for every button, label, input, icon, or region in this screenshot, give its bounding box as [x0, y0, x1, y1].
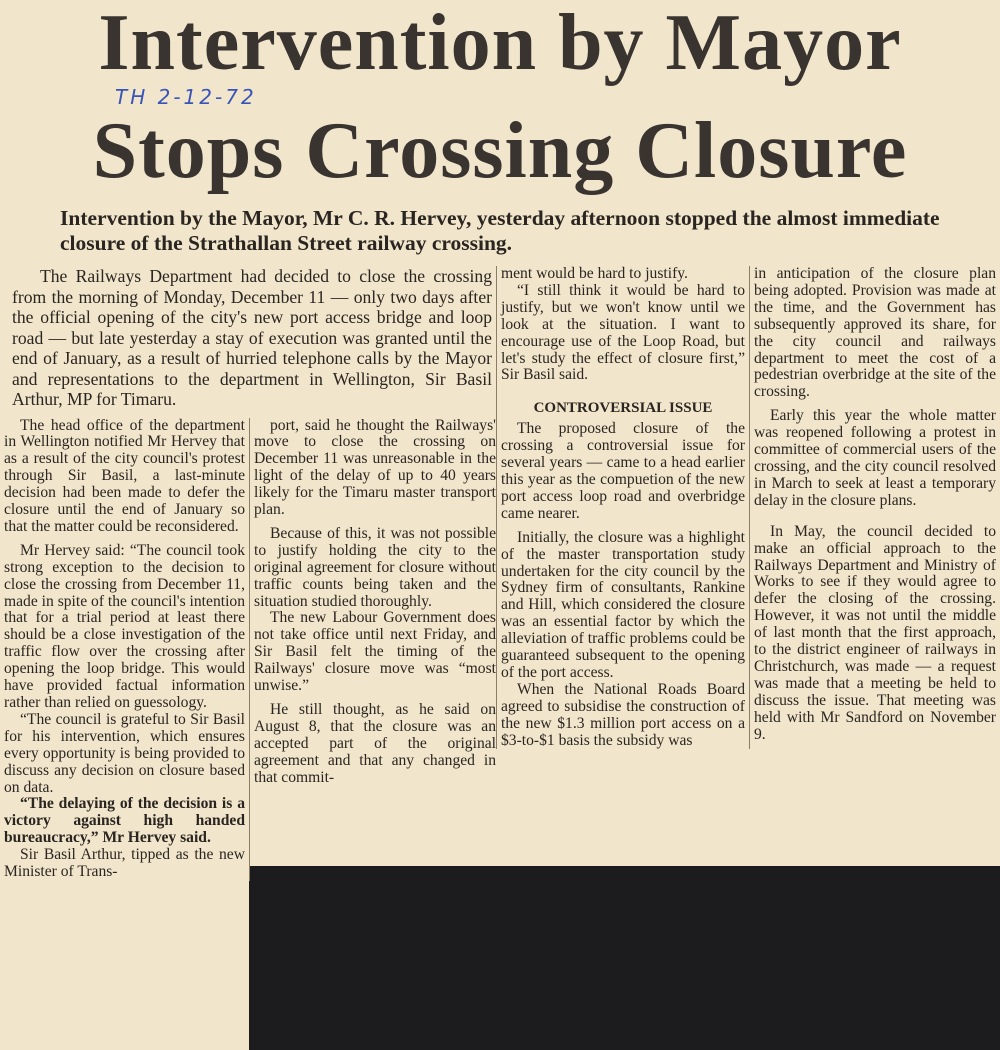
- column-2: [250, 418, 496, 881]
- headline-line-1: Intervention by Mayor: [98, 0, 902, 87]
- article-body: [0, 266, 1000, 881]
- headline-line-2: Stops Crossing Closure: [92, 107, 908, 195]
- paragraph: He still thought, as he said on August 8, that the closure was an accepted part of the original agreement and that any changed in that commit-: [254, 701, 496, 786]
- column-4: [750, 266, 996, 743]
- column-1: [4, 418, 250, 881]
- paragraph: The new Labour Government does not take office until next Friday, and Sir Basil felt the timing of the Railways' closure move was “most unwise.”: [254, 609, 496, 695]
- paragraph: ment would be hard to justify.: [501, 265, 688, 282]
- column-3: [496, 266, 750, 749]
- paragraph: In May, the council decided to make an official approach to the Railways Department and Ministry of Works to see if they would agree to defer the closing of the crossing. However, it was not until the middle of last month that the first approach, to the district engineer of railways in Christchurch, was made — a request was made that a meeting be held to discuss the issue. That meeting was held with Mr Sandford on November 9.: [754, 522, 996, 743]
- paragraph: “I still think it would be hard to justify, but we won't know until we look at the situation. I want to encourage use of the Loop Road, but let's study the effect of closure first,” Sir Basil said.: [501, 281, 745, 384]
- lead-text: The Railways Department had decided to close the crossing from the morning of Monday, December 11 — only two days after the official opening of the city's new port access bridge and loop road — but late yesterday a stay of execution was granted until the end of January, as a result of hurried telephone calls by the Mayor and representations to the department in Wellington, Sir Basil Arthur, MP for Timaru.: [12, 266, 492, 409]
- paragraph: “The delaying of the decision is a victory against high handed bureaucracy,” Mr Hervey said.: [4, 795, 245, 847]
- paragraph: The head office of the department in Wellington notified Mr Hervey that as a result of the city council's protest through Sir Basil, a last-minute decision had been made to defer the closure until the end of January so that the matter could be reconsidered.: [4, 416, 245, 535]
- paragraph: Sir Basil Arthur, tipped as the new Minister of Trans-: [4, 846, 245, 881]
- paragraph: Early this year the whole matter was reopened following a protest in committee of commercial users of the crossing, and the city council resolved in March to seek at least a temporary delay in the closure plans.: [754, 407, 996, 509]
- deck-summary: Intervention by the Mayor, Mr C. R. Hervey, yesterday afternoon stopped the almost immediate closure of the Strathallan Street railway crossing.: [60, 206, 940, 255]
- lead-paragraph: [4, 266, 496, 410]
- dark-background-area: [249, 866, 1000, 1050]
- paragraph: Initially, the closure was a highlight of the master transportation study undertaken for the city council by the Sydney firm of consultants, Rankine and Hill, which considered the closure was an essential factor by which the alleviation of traffic problems could be guaranteed subsequent to the opening of the port access.: [501, 528, 745, 681]
- paragraph: Because of this, it was not possible to justify holding the city to the original agreement for closure without traffic counts being taken and the situation studied thoroughly.: [254, 524, 496, 610]
- paragraph: Mr Hervey said: “The council took strong exception to the decision to close the crossing from December 11, made in spite of the council's intention that for a trial period at least there should be a close investigation of the traffic flow over the crossing after opening the loop bridge. This would have provided factual information rather than relied on guessology.: [4, 541, 245, 711]
- lower-columns: [4, 418, 496, 881]
- paragraph: “The council is grateful to Sir Basil for his intervention, which ensures every opportunity is being provided to discuss any decision on closure based on data.: [4, 710, 245, 796]
- subheading: CONTROVERSIAL ISSUE: [533, 400, 713, 417]
- paragraph: port, said he thought the Railways' move to close the crossing on December 11 was unreasonable in the light of the delay of up to 40 years likely for the Timaru master transport plan.: [254, 416, 496, 519]
- handwritten-date-note: TH 2-12-72: [115, 85, 257, 109]
- paragraph: in anticipation of the closure plan being adopted. Provision was made at the time, and the Government has subsequently approved its share, for the city council and railways department to meet the cost of a pedestrian overbridge at the site of the crossing.: [754, 265, 996, 401]
- paragraph: The proposed closure of the crossing a controversial issue for several years — came to a head earlier this year as the compuetion of the new port access loop road and overbridge came nearer.: [501, 420, 745, 522]
- paragraph: When the National Roads Board agreed to subsidise the construction of the new $1.3 million port access on a $3-to-$1 basis the subsidy was: [501, 680, 745, 749]
- left-half: [4, 266, 496, 881]
